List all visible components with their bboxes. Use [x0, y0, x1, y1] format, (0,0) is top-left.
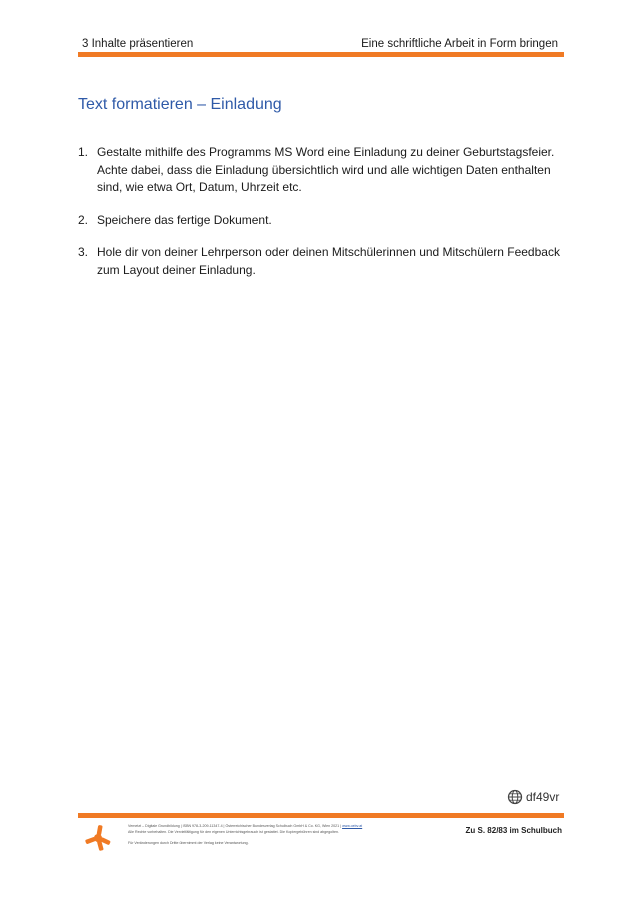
page-title: Text formatieren – Einladung — [78, 96, 282, 113]
footer-rule — [78, 813, 564, 818]
liability-note: Für Veränderungen durch Dritte übernimmt der Verlag keine Verantwortung. — [128, 841, 249, 845]
chapter-label: 3 Inhalte präsentieren — [82, 38, 194, 50]
textbook-page-reference: Zu S. 82/83 im Schulbuch — [465, 826, 562, 835]
publisher-logo — [84, 824, 112, 852]
footer-legal — [128, 824, 428, 847]
task-number: 2. — [78, 212, 89, 227]
header-rule — [78, 52, 564, 57]
copyright-text: Vernetzt – Digitale Grundbildung | ISBN 978-3-209-11347-4 | Österreichischer Bundesverlag Schulbuch GmbH & Co. KG, Wien 2021 | — [128, 824, 342, 828]
page-header — [78, 34, 562, 50]
publisher-link[interactable]: www.oebv.at — [342, 824, 363, 828]
online-code-label: df49vr — [526, 790, 560, 804]
task-item — [78, 244, 564, 279]
task-list — [78, 144, 564, 294]
online-code[interactable] — [507, 789, 559, 805]
task-text: Speichere das fertige Dokument. — [97, 212, 272, 227]
task-item — [78, 144, 564, 197]
task-item — [78, 212, 564, 230]
task-number: 1. — [78, 145, 89, 159]
task-number: 3. — [78, 245, 89, 259]
rights-text: Alle Rechte vorbehalten. Die Vervielfältigung für den eigenen Unterrichtsgebrauch ist gestattet. Die Kopiergebühren sind abgegolten. — [128, 829, 339, 834]
section-label: Eine schriftliche Arbeit in Form bringen — [361, 38, 558, 50]
task-text: Gestalte mithilfe des Programms MS Word eine Einladung zu deiner Geburtstagsfeier. Achte dabei, dass die Einladung übersichtlich wird und alle wichtigen Daten enthalten sind, wie etwa Ort, Datum, Uhrzeit etc. — [97, 145, 555, 194]
globe-icon — [507, 789, 523, 805]
task-text: Hole dir von deiner Lehrperson oder deinen Mitschülerinnen und Mitschülern Feedback zum Layout deiner Einladung. — [97, 245, 560, 277]
